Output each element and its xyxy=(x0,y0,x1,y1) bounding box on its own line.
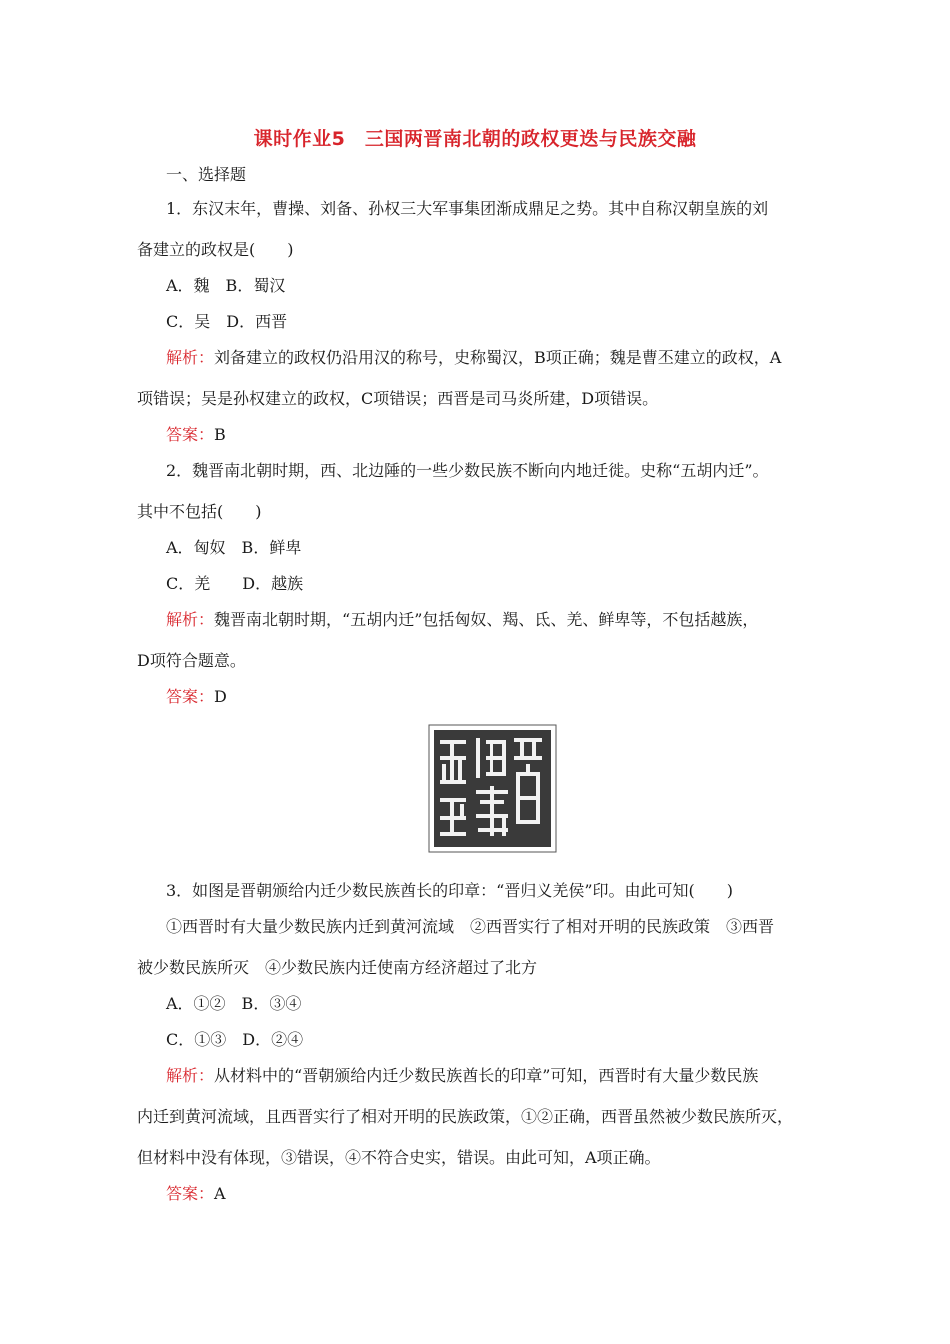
q1-analysis-line-1 xyxy=(166,347,781,369)
q3-options-line-2: C．①③ D．②④ xyxy=(166,1030,304,1049)
q2-analysis-line-2: D项符合题意。 xyxy=(137,651,246,670)
q1-options-line-1: A．魏 B．蜀汉 xyxy=(166,276,286,295)
q3-answer-value: A xyxy=(214,1184,226,1203)
analysis-label: 解析： xyxy=(166,1066,215,1085)
q1-answer xyxy=(166,424,226,446)
q3-analysis-line-1 xyxy=(166,1065,758,1087)
q2-stem-line-1: 2．魏晋南北朝时期，西、北边陲的一些少数民族不断向内地迁徙。史称“五胡内迁”。 xyxy=(166,461,769,480)
page-title: 课时作业5 三国两晋南北朝的政权更迭与民族交融 xyxy=(253,128,697,150)
answer-label: 答案： xyxy=(166,687,215,706)
q1-analysis-line-2: 项错误；吴是孙权建立的政权，C项错误；西晋是司马炎所建，D项错误。 xyxy=(137,389,659,408)
analysis-label: 解析： xyxy=(166,348,215,367)
answer-label: 答案： xyxy=(166,425,215,444)
q3-analysis-line-2: 内迁到黄河流域，且西晋实行了相对开明的民族政策，①②正确，西晋虽然被少数民族所灭， xyxy=(137,1107,794,1126)
q2-answer xyxy=(166,686,227,708)
q3-statements-line-2: 被少数民族所灭 ④少数民族内迁使南方经济超过了北方 xyxy=(137,958,538,977)
q1-options-line-2: C．吴 D．西晋 xyxy=(166,312,288,331)
q1-stem-line-1: 1．东汉末年，曹操、刘备、孙权三大军事集团渐成鼎足之势。其中自称汉朝皇族的刘 xyxy=(166,199,769,218)
q2-answer-value: D xyxy=(214,687,227,706)
q3-analysis-text-1: 从材料中的“晋朝颁给内迁少数民族酋长的印章”可知，西晋时有大量少数民族 xyxy=(214,1066,759,1085)
section-heading: 一、选择题 xyxy=(166,165,247,184)
answer-label: 答案： xyxy=(166,1184,215,1203)
analysis-label: 解析： xyxy=(166,610,215,629)
q3-options-line-1: A．①② B．③④ xyxy=(166,994,302,1013)
q1-stem-line-2: 备建立的政权是( ) xyxy=(137,240,294,259)
q2-options-line-1: A．匈奴 B．鲜卑 xyxy=(166,538,302,557)
q2-stem-line-2: 其中不包括( ) xyxy=(137,502,262,521)
q1-answer-value: B xyxy=(214,425,226,444)
q2-analysis-line-1 xyxy=(166,609,758,631)
q2-analysis-text-1: 魏晋南北朝时期，“五胡内迁”包括匈奴、羯、氐、羌、鲜卑等，不包括越族， xyxy=(214,610,759,629)
q2-options-line-2: C．羌 D．越族 xyxy=(166,574,304,593)
q3-statements-line-1: ①西晋时有大量少数民族内迁到黄河流域 ②西晋实行了相对开明的民族政策 ③西晋 xyxy=(166,917,775,936)
seal-image xyxy=(428,724,557,853)
q3-analysis-line-3: 但材料中没有体现，③错误，④不符合史实，错误。由此可知，A项正确。 xyxy=(137,1148,661,1167)
q1-analysis-text-1: 刘备建立的政权仍沿用汉的称号，史称蜀汉，B项正确；魏是曹丕建立的政权，A xyxy=(214,348,782,367)
q3-answer xyxy=(166,1183,226,1205)
q3-stem-line-1: 3．如图是晋朝颁给内迁少数民族酋长的印章：“晋归义羌侯”印。由此可知( ) xyxy=(166,881,734,900)
